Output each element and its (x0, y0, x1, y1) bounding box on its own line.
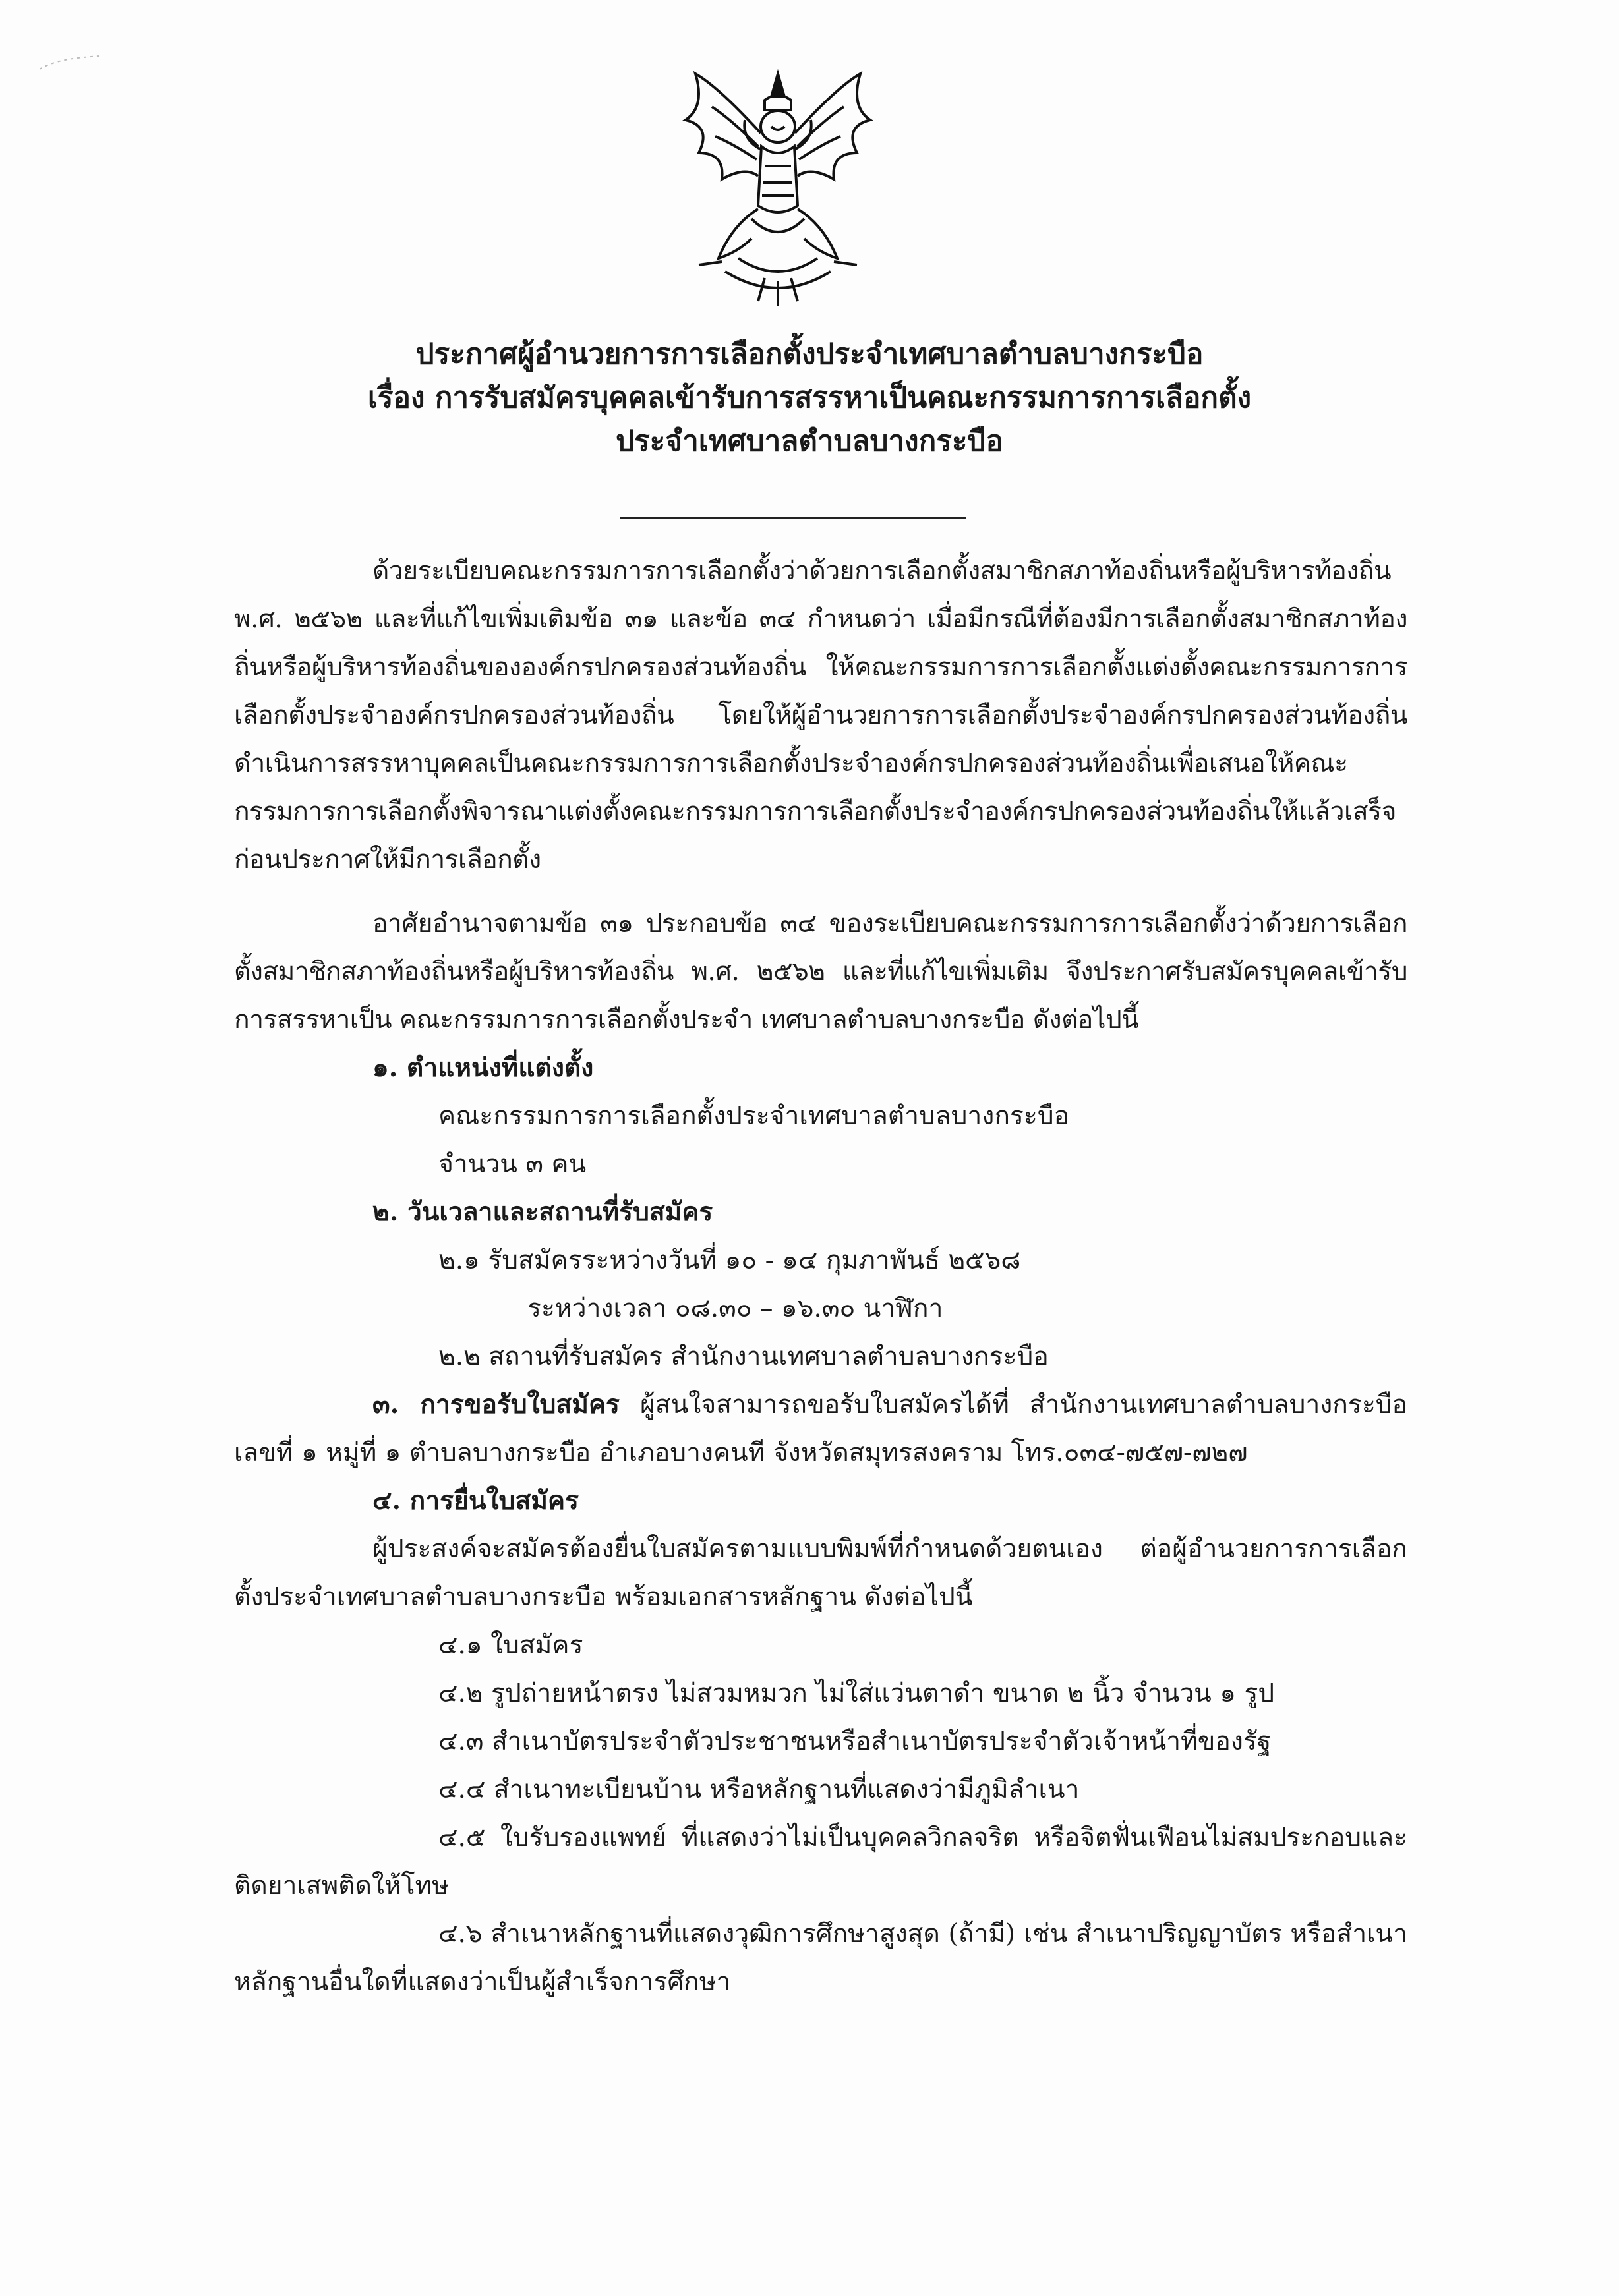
document-body (234, 547, 1407, 2006)
garuda-emblem-icon (659, 61, 897, 311)
section-4-item-6: ๔.๖ สำเนาหลักฐานที่แสดงวุฒิการศึกษาสูงสุด (ถ้ามี) เช่น สำเนาปริญญาบัตร หรือสำเนาหลักฐานอื่นใดที่แสดงว่าเป็นผู้สำเร็จการศึกษา (234, 1919, 1407, 1997)
section-2-item-1: ๒.๑ รับสมัครระหว่างวันที่ ๑๐ - ๑๔ กุมภาพันธ์ ๒๕๖๘ (438, 1246, 1021, 1275)
paragraph-authority: อาศัยอำนาจตามข้อ ๓๑ ประกอบข้อ ๓๔ ของระเบียบคณะกรรมการการเลือกตั้งว่าด้วยการเลือกตั้งสมาชิกสภาท้องถิ่นหรือผู้บริหารท้องถิ่น พ.ศ. ๒๕๖๒ และที่แก้ไขเพิ่มเติม จึงประกาศรับสมัครบุคคลเข้ารับการสรรหาเป็น คณะกรรมการการเลือกตั้งประจำ เทศบาลตำบลบางกระบือ ดังต่อไปนี้ (234, 909, 1407, 1035)
section-4-item-5: ๔.๕ ใบรับรองแพทย์ ที่แสดงว่าไม่เป็นบุคคลวิกลจริต หรือจิตฟั่นเฟือนไม่สมประกอบและติดยาเสพติดให้โทษ (234, 1823, 1407, 1901)
announcement-title: ประกาศผู้อำนวยการการเลือกตั้งประจำเทศบาลตำบลบางกระบือ (415, 337, 1204, 371)
section-1-heading: ๑. ตำแหน่งที่แต่งตั้ง (372, 1052, 594, 1083)
section-4-item-1: ๔.๑ ใบสมัคร (438, 1630, 583, 1660)
title-block (0, 333, 1619, 463)
title-underline (620, 517, 966, 519)
section-3-text: ผู้สนใจสามารถขอรับใบสมัครได้ที่ สำนักงานเทศบาลตำบลบางกระบือ เลขที่ ๑ หมู่ที่ ๑ ตำบลบางกระบือ อำเภอบางคนที จังหวัดสมุทรสงคราม โทร.๐๓๔-๗๕๗-๗๒๗ (234, 1390, 1407, 1468)
section-4-item-3: ๔.๓ สำเนาบัตรประจำตัวประชาชนหรือสำเนาบัตรประจำตัวเจ้าหน้าที่ของรัฐ (438, 1727, 1272, 1756)
section-1-count: จำนวน ๓ คน (438, 1149, 587, 1179)
section-4-item-4: ๔.๔ สำเนาทะเบียนบ้าน หรือหลักฐานที่แสดงว่ามีภูมิลำเนา (438, 1775, 1080, 1804)
section-4-intro: ผู้ประสงค์จะสมัครต้องยื่นใบสมัครตามแบบพิมพ์ที่กำหนดด้วยตนเอง ต่อผู้อำนวยการการเลือกตั้งประจำเทศบาลตำบลบางกระบือ พร้อมเอกสารหลักฐาน ดังต่อไปนี้ (234, 1534, 1407, 1612)
section-2-item-2: ๒.๒ สถานที่รับสมัคร สำนักงานเทศบาลตำบลบางกระบือ (438, 1342, 1049, 1371)
paragraph-preamble: ด้วยระเบียบคณะกรรมการการเลือกตั้งว่าด้วยการเลือกตั้งสมาชิกสภาท้องถิ่นหรือผู้บริหารท้องถิ่น พ.ศ. ๒๕๖๒ และที่แก้ไขเพิ่มเติมข้อ ๓๑ และข้อ ๓๔ กำหนดว่า เมื่อมีกรณีที่ต้องมีการเลือกตั้งสมาชิกสภาท้องถิ่นหรือผู้บริหารท้องถิ่นขององค์กรปกครองส่วนท้องถิ่น ให้คณะกรรมการการเลือกตั้งแต่งตั้งคณะกรรมการการเลือกตั้งประจำองค์กรปกครองส่วนท้องถิ่น โดยให้ผู้อำนวยการการเลือกตั้งประจำองค์กรปกครองส่วนท้องถิ่นดำเนินการสรรหาบุคคลเป็นคณะกรรมการการเลือกตั้งประจำองค์กรปกครองส่วนท้องถิ่นเพื่อเสนอให้คณะกรรมการการเลือกตั้งพิจารณาแต่งตั้งคณะกรรมการการเลือกตั้งประจำองค์กรปกครองส่วนท้องถิ่นให้แล้วเสร็จก่อนประกาศให้มีการเลือกตั้ง (234, 556, 1407, 875)
section-2-heading: ๒. วันเวลาและสถานที่รับสมัคร (372, 1197, 713, 1227)
section-4-heading: ๔. การยื่นใบสมัคร (372, 1485, 579, 1516)
section-3 (234, 1381, 1407, 1477)
section-1-position: คณะกรรมการการเลือกตั้งประจำเทศบาลตำบลบางกระบือ (438, 1101, 1070, 1131)
announcement-subject: เรื่อง การรับสมัครบุคคลเข้ารับการสรรหาเป็นคณะกรรมการการเลือกตั้ง (367, 381, 1252, 415)
section-3-heading: ๓. การขอรับใบสมัคร (372, 1389, 620, 1420)
section-4-item-2: ๔.๒ รูปถ่ายหน้าตรง ไม่สวมหมวก ไม่ใส่แว่นตาดำ ขนาด ๒ นิ้ว จำนวน ๑ รูป (438, 1679, 1275, 1708)
scan-mark (36, 53, 102, 72)
announcement-subject-cont: ประจำเทศบาลตำบลบางกระบือ (616, 424, 1003, 458)
section-2-item-1-time: ระหว่างเวลา ๐๘.๓๐ – ๑๖.๓๐ นาฬิกา (527, 1294, 943, 1323)
